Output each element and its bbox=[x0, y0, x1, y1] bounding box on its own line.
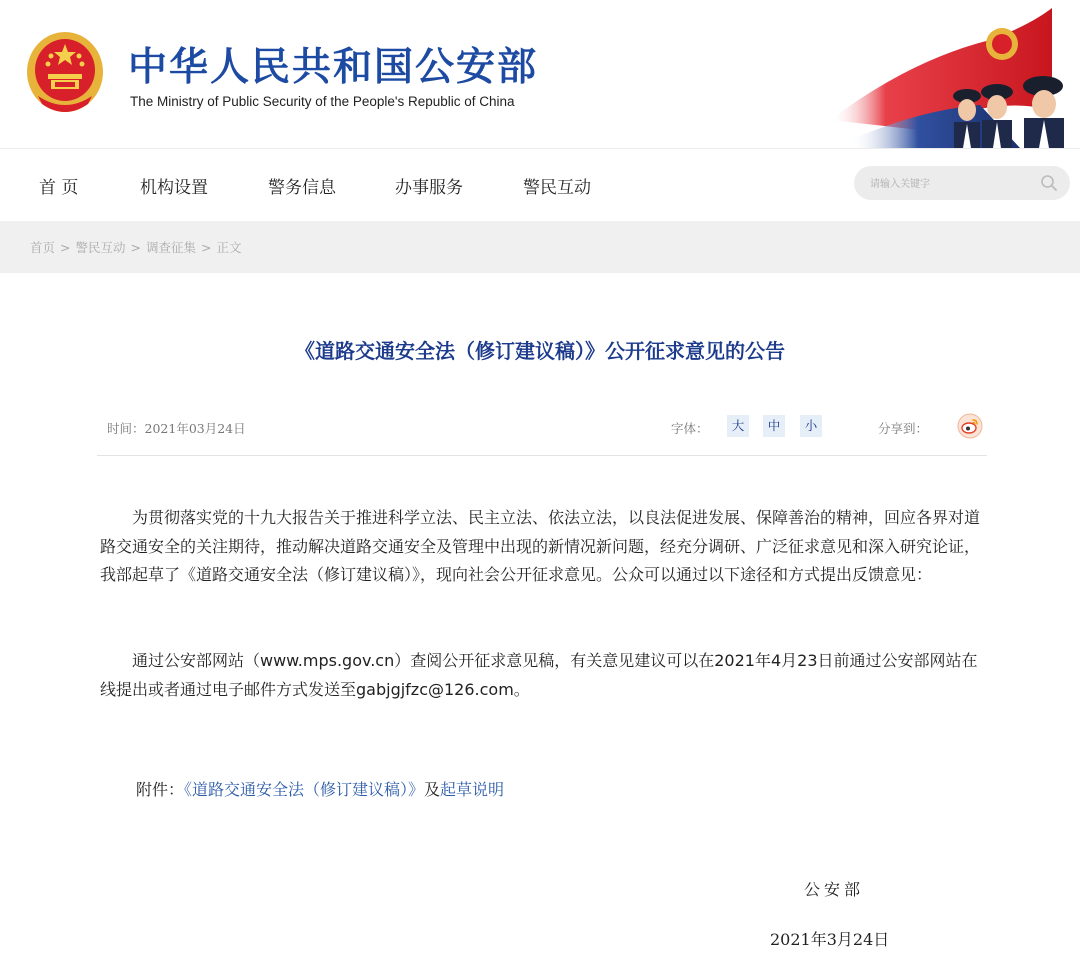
article-body bbox=[0, 273, 1080, 974]
search-input[interactable] bbox=[868, 173, 1032, 195]
nav-item-police-info[interactable]: 警务信息 bbox=[268, 178, 336, 198]
weibo-icon[interactable] bbox=[957, 413, 983, 439]
breadcrumb-home[interactable]: 首页 bbox=[30, 240, 56, 255]
site-title-cn: 中华人民共和国公安部 bbox=[128, 45, 539, 90]
site-header bbox=[0, 0, 1080, 148]
article-title: 《道路交通安全法（修订建议稿）》公开征求意见的公告 bbox=[295, 339, 785, 363]
breadcrumb-current: 正文 bbox=[216, 240, 242, 255]
site-title-en: The Ministry of Public Security of the People's Republic of China bbox=[130, 94, 515, 109]
search-box bbox=[854, 166, 1070, 200]
font-size-large-button[interactable]: 大 bbox=[727, 415, 749, 437]
font-size-label: 字体： bbox=[671, 421, 709, 436]
nav-item-home[interactable]: 首 页 bbox=[39, 178, 79, 198]
article-meta bbox=[97, 409, 987, 456]
national-emblem-icon[interactable] bbox=[24, 30, 106, 116]
breadcrumb bbox=[30, 238, 242, 256]
nav-item-interaction[interactable]: 警民互动 bbox=[523, 178, 591, 198]
article-paragraph: 为贯彻落实党的十九大报告关于推进科学立法、民主立法、依法立法，以良法促进发展、保障善治的精神，回应各界对道路交通安全的关注期待，推动解决道路交通安全及管理中出现的新情况新问题，经充分调研、广泛征求意见和深入研究论证，我部起草了《道路交通安全法（修订建议稿）》，现向社会公开征求意见。公众可以通过以下途径和方式提出反馈意见： bbox=[100, 508, 981, 584]
breadcrumb-separator: > bbox=[130, 240, 141, 255]
breadcrumb-survey[interactable]: 调查征集 bbox=[146, 240, 197, 255]
signature-date: 2021年3月24日 bbox=[770, 930, 890, 949]
breadcrumb-bar bbox=[0, 221, 1080, 273]
attachment-link-explanation[interactable]: 起草说明 bbox=[440, 780, 505, 799]
signature-org: 公安部 bbox=[804, 880, 865, 899]
main-nav bbox=[0, 148, 1080, 221]
flag-police-banner bbox=[820, 0, 1080, 148]
share-label: 分享到： bbox=[878, 421, 929, 436]
breadcrumb-separator: > bbox=[201, 240, 212, 255]
date-label: 时间： bbox=[107, 421, 145, 436]
attachment-link-draft[interactable]: 《道路交通安全法（修订建议稿）》 bbox=[184, 780, 425, 799]
search-icon[interactable] bbox=[1040, 174, 1058, 192]
attachment-line bbox=[136, 777, 504, 800]
breadcrumb-separator: > bbox=[60, 240, 71, 255]
date-value: 2021年03月24日 bbox=[144, 421, 246, 436]
nav-item-services[interactable]: 办事服务 bbox=[395, 178, 463, 198]
publish-date bbox=[107, 419, 246, 437]
attachment-conjunction: 及 bbox=[424, 780, 441, 799]
font-size-small-button[interactable]: 小 bbox=[800, 415, 822, 437]
article-paragraph: 通过公安部网站（www.mps.gov.cn）查阅公开征求意见稿，有关意见建议可以在2021年4月23日前通过公安部网站在线提出或者通过电子邮件方式发送至gabjgjfzc@126.com。 bbox=[100, 651, 978, 699]
attachment-label: 附件： bbox=[136, 780, 185, 799]
font-size-medium-button[interactable]: 中 bbox=[763, 415, 785, 437]
nav-item-organization[interactable]: 机构设置 bbox=[140, 178, 208, 198]
breadcrumb-interaction[interactable]: 警民互动 bbox=[75, 240, 126, 255]
